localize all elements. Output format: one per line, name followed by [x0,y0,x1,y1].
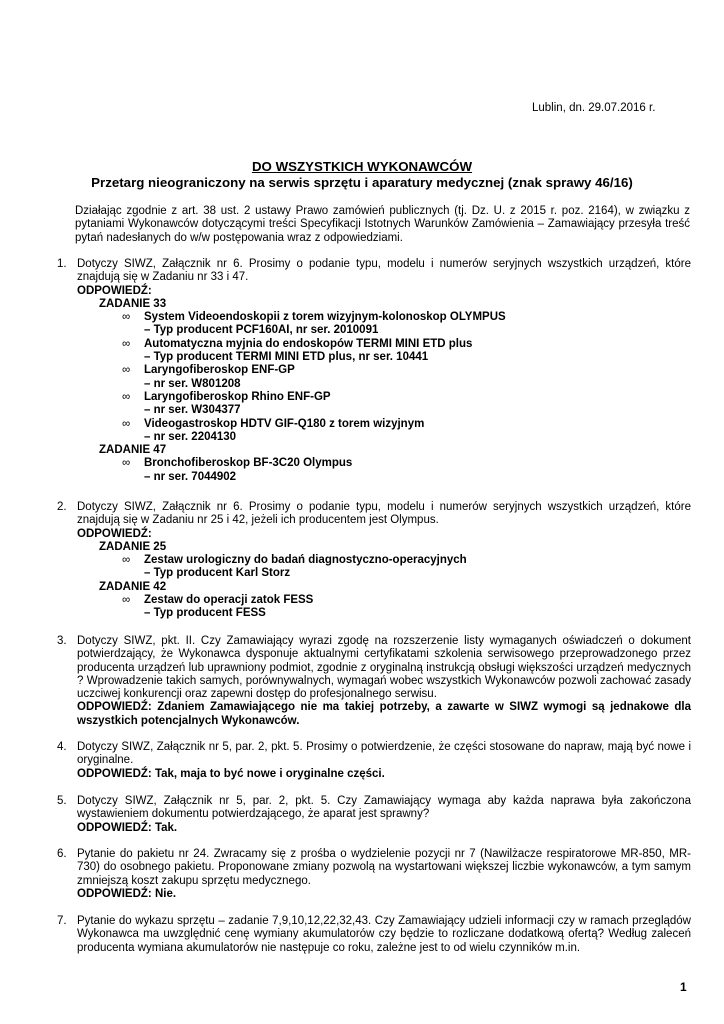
list-item [122,364,691,377]
question-text: Dotyczy SIWZ, Załącznik nr 5, par. 2, pkt. 5. Prosimy o potwierdzenie, że części stosowane do napraw, mają być nowe i oryginalne. [77,741,691,767]
question-text: Dotyczy SIWZ, Załącznik nr 6. Prosimy o podanie typu, modelu i numerów seryjnych wszystkich urządzeń, które znajdują się w Zadaniu nr 33 i 47. [77,258,691,284]
question-2 [57,501,691,621]
bullet-icon: ∞ [122,594,131,607]
list-item [122,390,691,404]
item-text: Zestaw urologiczny do badań diagnostyczno-operacyjnych [144,554,467,567]
intro-paragraph: Działając zgodnie z art. 38 ust. 2 ustawy Prawo zamówień publicznych (tj. Dz. U. z 2015 r. poz. 2164), w związku z pytaniami Wykonawców dotyczącymi treści Specyfikacji Istotnych Warunków Zamówienia – Zamawiający przesyła treść pytań nadesłanych do w/w postępowania wraz z odpowiedziami. [75,205,690,244]
question-number: 3. [57,635,67,647]
bullet-icon: ∞ [122,390,131,403]
bullet-icon: ∞ [122,554,131,567]
document-subtitle: Przetarg nieograniczony na serwis sprzętu i aparatury medycznej (znak sprawy 46/16) [91,175,633,190]
bullet-icon: ∞ [122,457,131,470]
answer-text: ODPOWIEDŹ: Tak, maja to być nowe i oryginalne części. [77,767,385,780]
question-number: 6. [57,848,67,860]
answer-label: ODPOWIEDŹ: [77,527,152,540]
list-item [122,337,691,351]
question-number: 5. [57,795,67,807]
item-text: Laryngofiberoskop Rhino ENF-GP [144,390,331,403]
answer-text: ODPOWIEDŹ: Tak. [77,821,178,834]
item-text: System Videoendoskopii z torem wizyjnym-kolonoskop OLYMPUS [144,311,506,324]
list-item [122,417,691,431]
list-item [122,457,691,470]
bullet-icon: ∞ [122,337,131,350]
page-number: 1 [680,980,687,994]
question-text: Dotyczy SIWZ, Załącznik nr 6. Prosimy o podanie typu, modelu i numerów seryjnych wszystkich urządzeń, które znajdują się w Zadaniu nr 25 i 42, jeżeli ich producentem jest Olympus. [77,501,691,527]
item-detail: – Typ producent TERMI MINI ETD plus, nr ser. 10441 [144,351,429,364]
bullet-icon: ∞ [122,311,131,324]
item-detail: – nr ser. W801208 [144,377,241,390]
question-5 [57,795,691,835]
bullet-icon: ∞ [122,364,131,377]
task-heading: ZADANIE 25 [99,540,167,553]
item-text: Bronchofiberoskop BF-3C20 Olympus [144,457,353,470]
question-6 [57,848,691,901]
answer-text: ODPOWIEDŹ: Nie. [77,887,177,900]
document-title: DO WSZYSTKICH WYKONAWCÓW [251,159,473,174]
task-heading: ZADANIE 42 [99,580,167,593]
item-detail: – Typ producent FESS [144,607,266,620]
item-text: Zestaw do operacji zatok FESS [144,594,314,607]
list-item [122,594,691,607]
item-text: Automatyczna myjnia do endoskopów TERMI MINI ETD plus [144,337,473,350]
item-text: Videogastroskop HDTV GIF-Q180 z torem wizyjnym [144,417,425,430]
item-detail: – Typ producent Karl Storz [144,567,291,580]
task-heading: ZADANIE 33 [99,297,167,310]
item-detail: – nr ser. W304377 [144,404,241,417]
question-number: 2. [57,501,67,513]
question-4 [57,741,691,781]
item-text: Laryngofiberoskop ENF-GP [144,364,295,377]
question-text: Dotyczy SIWZ, Załącznik nr 5, par. 2, pkt. 5. Czy Zamawiający wymaga aby każda naprawa była zakończona wystawieniem dokumentu potwierdzającego, że aparat jest sprawny? [77,795,691,821]
question-number: 7. [57,915,67,927]
question-text: Pytanie do wykazu sprzętu – zadanie 7,9,10,12,22,32,43. Czy Zamawiający udzieli informacji czy w ramach przeglądów Wykonawca ma uwzględnić cenę wymiany akumulatorów czy będzie to rozliczane dodatkową ofertą? Według zaleceń producenta wymiana akumulatorów nie następuje co roku, zależne jest to od wielu czynników m.in. [77,915,691,954]
answer-text: ODPOWIEDŹ: Zdaniem Zamawiającego nie ma takiej potrzeby, a zawarte w SIWZ wymogi są jednakowe dla wszystkich potencjalnych Wykonawców. [77,701,691,727]
question-7 [57,915,691,955]
item-detail: – nr ser. 7044902 [144,470,237,483]
answer-label: ODPOWIEDŹ: [77,284,152,297]
item-detail: – Typ producent PCF160AI, nr ser. 2010091 [144,324,379,337]
question-1 [57,258,691,484]
question-text: Dotyczy SIWZ, pkt. II. Czy Zamawiający wyrazi zgodę na rozszerzenie listy wymaganych oświadczeń o dokument potwierdzający, że Wykonawca dysponuje aktualnymi certyfikatami szkolenia serwisowego przeprowadzonego przez producenta urządzeń lub uprawniony podmiot, zgodnie z oryginalną instrukcją obsługi większości urządzeń medycznych ? Wprowadzenie takich samych, porównywalnych, wymagań wobec wszystkich Wykonawców pozwoli zachować zasady uczciwej konkurencji oraz zapewni dostęp do profesjonalnego serwisu. [77,635,691,701]
bullet-icon: ∞ [122,417,131,430]
item-detail: – nr ser. 2204130 [144,430,237,443]
list-item [122,311,691,324]
question-text: Pytanie do pakietu nr 24. Zwracamy się z prośba o wydzielenie pozycji nr 7 (Nawilżacze respiratorowe MR-850, MR-730) do osobnego pakietu. Proponowane zmiany pozwolą na wystartowani większej liczbie wykonawców, a tym samym zmniejszą koszt zakupu sprzętu medycznego. [77,848,691,887]
document-date: Lublin, dn. 29.07.2016 r. [532,102,656,114]
task-heading: ZADANIE 47 [99,444,167,457]
question-number: 4. [57,741,67,753]
question-number: 1. [57,258,67,270]
list-item [122,554,691,567]
question-3 [57,635,691,728]
